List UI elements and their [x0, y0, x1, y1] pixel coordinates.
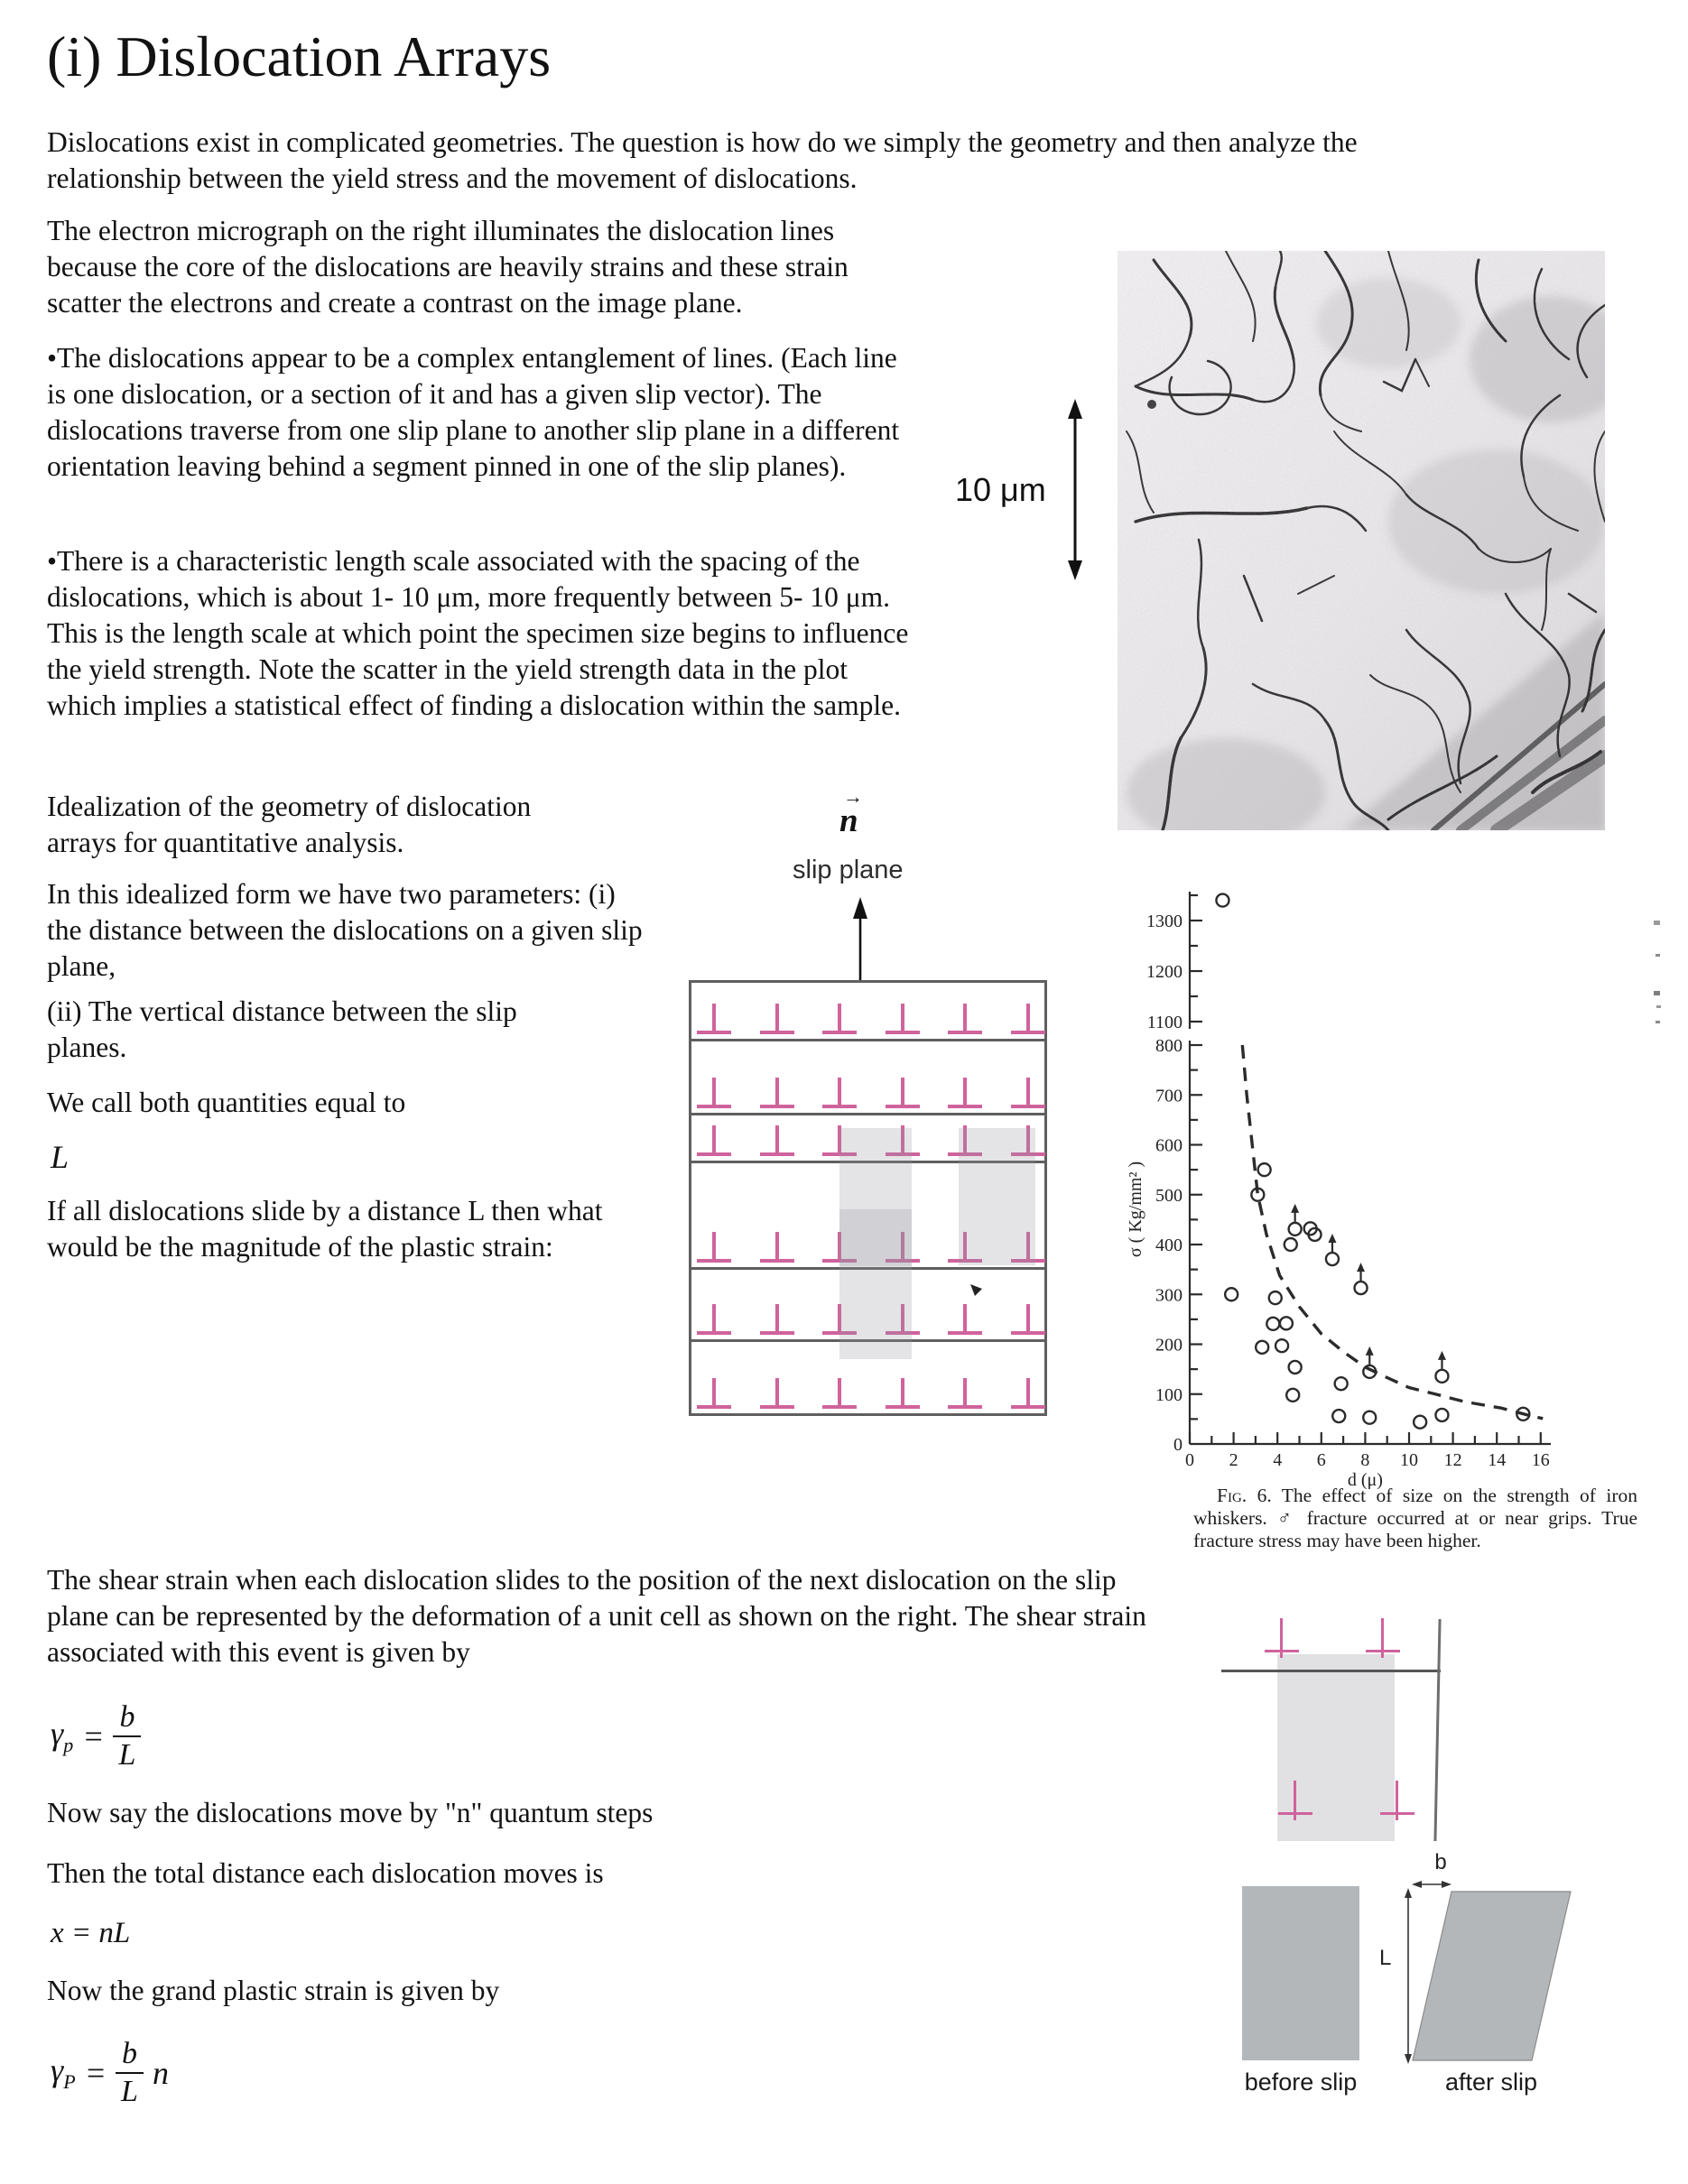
paragraph-parameter-ii: (ii) The vertical distance between the slip planes. — [47, 995, 517, 1063]
x-tick-label: 10 — [1400, 1450, 1418, 1470]
data-point — [1225, 1288, 1238, 1300]
edge-dislocation-symbol — [948, 1004, 982, 1034]
y-tick-label: 800 — [1155, 1036, 1183, 1056]
edge-dislocation-symbol — [760, 1004, 794, 1034]
scale-double-arrow-icon — [1063, 397, 1087, 582]
vector-arrow-icon: → — [843, 785, 863, 808]
grip-fracture-arrowhead — [1438, 1351, 1446, 1360]
micrograph-scale-label: 10 μm — [955, 471, 1046, 508]
edge-dislocation-symbol — [886, 1078, 920, 1108]
edge-dislocation-symbol — [760, 1232, 794, 1263]
data-point — [1435, 1409, 1448, 1421]
x-tick-label: 2 — [1229, 1450, 1238, 1470]
after-slip-cell — [1397, 1865, 1582, 2065]
data-point — [1280, 1317, 1293, 1329]
electron-micrograph-image — [1118, 251, 1605, 830]
y-tick-label: 1200 — [1146, 962, 1183, 982]
paragraph-quantum-steps: Now say the dislocations move by "n" quantum steps — [47, 1797, 654, 1828]
page-title: (i) Dislocation Arrays — [47, 24, 552, 88]
y-tick-label: 400 — [1155, 1235, 1183, 1255]
x-tick-label: 16 — [1531, 1450, 1550, 1470]
equals-sign: = — [82, 1717, 105, 1754]
paragraph-bullet-entanglement: •The dislocations appear to be a complex entanglement of lines. (Each line is one dislocation, or a section of it and has a given slip vector). The dislocations traverse from one slip plane to another slip plane in a different orientation leaving behind a segment pinned in one of the slip planes). — [47, 342, 900, 482]
grip-fracture-point — [1355, 1282, 1368, 1294]
after-slip-label: after slip — [1444, 2068, 1538, 2096]
edge-dislocation-symbol — [697, 1304, 731, 1335]
grip-fracture-arrowhead — [1328, 1234, 1336, 1243]
edge-dislocation-symbol — [760, 1378, 794, 1409]
data-point — [1289, 1361, 1302, 1374]
dislocation-symbol — [1366, 1618, 1400, 1658]
paragraph-shear-strain: The shear strain when each dislocation slides to the position of the next dislocation on the slip plane can be represented by the deformation of a unit cell as shown on the right. The shear strain associated with this event is given by — [47, 1564, 1146, 1668]
paragraph-intro: Dislocations exist in complicated geometries. The question is how do we simply the geometry and then analyze the relationship between the yield stress and the movement of dislocations. — [47, 126, 1358, 194]
edge-dislocation-symbol — [697, 1378, 731, 1409]
data-point — [1332, 1410, 1345, 1422]
dislocation-symbol — [1265, 1618, 1299, 1658]
y-tick-label: 0 — [1173, 1435, 1183, 1455]
edge-dislocation-symbol — [1011, 1378, 1045, 1409]
edge-dislocation-symbol — [760, 1125, 794, 1156]
edge-dislocation-symbol — [760, 1304, 794, 1335]
edge-dislocation-symbol — [822, 1078, 857, 1108]
formula-x-equals-nL: x = nL — [51, 1917, 131, 1949]
data-point — [1363, 1411, 1376, 1424]
data-point — [1216, 894, 1229, 907]
x-tick-label: 6 — [1316, 1450, 1326, 1470]
data-point — [1256, 1341, 1268, 1354]
edge-dislocation-symbol — [822, 1378, 857, 1409]
slipped-region-band — [959, 1128, 1035, 1265]
paragraph-micrograph: The electron micrograph on the right illuminates the dislocation lines because the core of the dislocations are heavily strains and these strain scatter the electrons and create a contrast on the image plane. — [47, 215, 849, 319]
symbol-L: L — [51, 1139, 70, 1175]
edge-dislocation-symbol — [948, 1378, 982, 1409]
edge-dislocation-symbol — [1011, 1078, 1045, 1108]
formula-shear-strain — [51, 1701, 150, 1771]
y-tick-label: 300 — [1155, 1285, 1183, 1306]
paragraph-bullet-lengthscale: •There is a characteristic length scale associated with the spacing of the dislocations, which is about 1- 10 μm, more frequently between 5- 10 μm. This is the length scale at which point the specimen size begins to influence the yield strength. Note the scatter in the yield strength data in the plot which implies a statistical effect of finding a dislocation within the sample. — [47, 545, 909, 721]
y-tick-label: 100 — [1155, 1384, 1183, 1405]
dislocation-symbol — [1278, 1781, 1312, 1820]
slip-plane-row — [691, 1041, 1044, 1115]
data-point — [1286, 1389, 1299, 1402]
edge-dislocation-symbol — [822, 1004, 857, 1034]
unit-cell-slip-line — [1221, 1670, 1441, 1672]
paragraph-if-all-slide: If all dislocations slide by a distance L then what would be the magnitude of the plastic strain: — [47, 1195, 603, 1263]
size-effect-curve — [1242, 1045, 1543, 1419]
data-point — [1285, 1238, 1297, 1251]
slip-plane-row — [691, 983, 1044, 1041]
before-slip-label: before slip — [1244, 2068, 1358, 2096]
y-tick-label: 200 — [1155, 1335, 1183, 1356]
y-tick-label: 600 — [1155, 1135, 1183, 1156]
normal-arrow-icon — [849, 897, 872, 982]
grip-fracture-arrowhead — [1291, 1204, 1299, 1213]
slipped-region-band-overlap — [839, 1209, 912, 1266]
data-point — [1258, 1163, 1271, 1176]
before-slip-cell — [1242, 1886, 1359, 2060]
grip-fracture-point — [1289, 1223, 1302, 1235]
equals-sign: = — [84, 2054, 107, 2091]
data-point — [1414, 1416, 1426, 1429]
edge-dislocation-symbol — [948, 1304, 982, 1335]
gamma-symbol: $\gamma_P$ — [51, 2052, 76, 2094]
data-point — [1266, 1318, 1279, 1330]
figure-caption — [1193, 1485, 1637, 1552]
edge-dislocation-symbol — [697, 1232, 731, 1263]
paragraph-we-call: We call both quantities equal to — [47, 1087, 406, 1118]
unit-cell-edge-line — [1433, 1619, 1441, 1841]
paragraph-two-parameters: In this idealized form we have two parameters: (i) the distance between the dislocations on a given slip plane, — [47, 878, 643, 982]
data-point — [1269, 1291, 1282, 1304]
edge-dislocation-symbol — [886, 1004, 920, 1034]
grip-fracture-point — [1435, 1370, 1448, 1383]
x-tick-label: 8 — [1360, 1450, 1370, 1470]
formula-grand-plastic-strain — [51, 2038, 169, 2107]
x-tick-label: 0 — [1185, 1450, 1194, 1470]
x-tick-label: 12 — [1443, 1450, 1462, 1470]
whisker-strength-chart — [1119, 866, 1634, 1489]
edge-dislocation-symbol — [1011, 1304, 1045, 1335]
data-point — [1335, 1377, 1348, 1390]
paragraph-idealization: Idealization of the geometry of dislocation arrays for quantitative analysis. — [47, 791, 532, 858]
dislocation-symbol — [1380, 1781, 1414, 1820]
y-tick-label: 1100 — [1146, 1013, 1183, 1032]
edge-dislocation-symbol — [697, 1078, 731, 1108]
edge-dislocation-symbol — [697, 1004, 731, 1034]
fraction-b-over-L: $\frac{b}{L}$ — [113, 1701, 141, 1771]
paragraph-grand-strain: Now the grand plastic strain is given by — [47, 1975, 500, 2006]
grip-fracture-arrowhead — [1357, 1263, 1365, 1272]
grip-fracture-point — [1326, 1253, 1339, 1265]
edge-dislocation-symbol — [948, 1078, 982, 1108]
x-tick-label: 4 — [1273, 1450, 1283, 1470]
slip-plane-label: slip plane — [793, 856, 904, 884]
edge-dislocation-symbol — [1011, 1004, 1045, 1034]
gamma-symbol: $\gamma_p$ — [51, 1716, 74, 1757]
y-tick-label: 700 — [1155, 1086, 1183, 1106]
y-tick-label: 500 — [1155, 1185, 1183, 1206]
y-axis-label: σ ( Kg/mm² ) — [1126, 1161, 1145, 1258]
edge-dislocation-symbol — [697, 1125, 731, 1156]
multiplier-n: n — [152, 2054, 169, 2091]
y-tick-label: 1300 — [1146, 912, 1183, 931]
normal-vector-label: → n — [839, 785, 863, 839]
paragraph-total-distance: Then the total distance each dislocation moves is — [47, 1857, 604, 1889]
edge-dislocation-symbol — [760, 1078, 794, 1108]
fraction-b-over-L: $\frac{b}{L}$ — [116, 2038, 144, 2107]
data-point — [1275, 1339, 1288, 1352]
grip-fracture-arrowhead — [1366, 1346, 1374, 1356]
caption-text: The effect of size on the strength of iron whiskers. ♂ fracture occurred at or near grips. True fracture stress may have been higher. — [1193, 1485, 1637, 1551]
caption-prefix: Fig. 6. — [1217, 1485, 1272, 1506]
edge-dislocation-symbol — [886, 1378, 920, 1409]
mouse-cursor-icon — [969, 1283, 984, 1298]
x-tick-label: 14 — [1488, 1450, 1507, 1470]
x-axis-label: d (μ) — [1347, 1470, 1383, 1489]
burgers-vector-label: b — [1434, 1850, 1447, 1874]
page-edge-artifacts — [1654, 921, 1660, 925]
length-L-label: L — [1379, 1946, 1392, 1970]
